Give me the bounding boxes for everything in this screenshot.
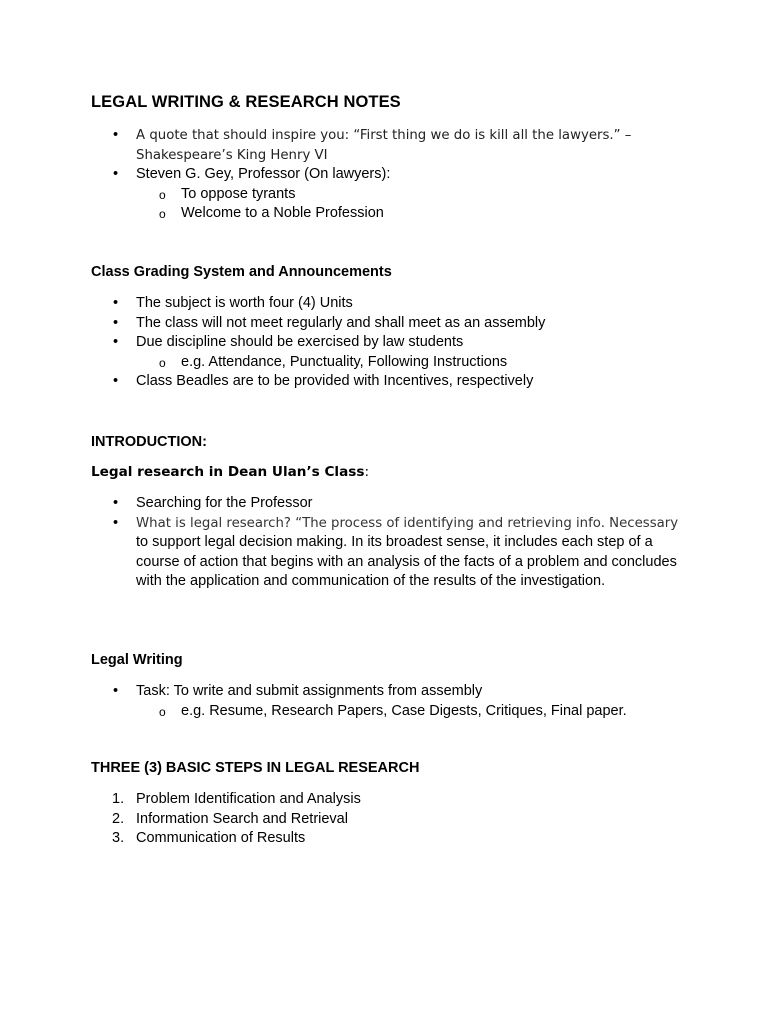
bullet-icon: • bbox=[113, 514, 119, 531]
introduction-list bbox=[0, 494, 681, 592]
list-item-text: The subject is worth four (4) Units bbox=[136, 295, 353, 311]
sub-list-item bbox=[0, 702, 681, 722]
sub-item-text: Welcome to a Noble Profession bbox=[181, 205, 384, 221]
sub-list-item bbox=[0, 204, 681, 224]
list-item-text: Searching for the Professor bbox=[136, 495, 313, 511]
document-title: LEGAL WRITING & RESEARCH NOTES bbox=[91, 93, 401, 111]
bullet-icon: • bbox=[113, 334, 119, 350]
item-number: 3. bbox=[112, 830, 125, 846]
section-heading-legal-writing: Legal Writing bbox=[91, 652, 183, 668]
list-item-text: Communication of Results bbox=[136, 830, 306, 846]
list-item-text: Class Beadles are to be provided with Incentives, respectively bbox=[136, 373, 534, 389]
list-item-text: Information Search and Retrieval bbox=[136, 810, 348, 827]
quote-text: A quote that should inspire you: “First thing we do is kill all the lawyers.” – Shakespeare’s King Henry VI bbox=[136, 128, 632, 163]
sub-item-text: e.g. Resume, Research Papers, Case Digests, Critiques, Final paper. bbox=[181, 702, 627, 719]
list-item bbox=[0, 372, 681, 392]
sub-item-text: e.g. Attendance, Punctuality, Following Instructions bbox=[181, 353, 508, 370]
sub-bullet-icon: o bbox=[159, 355, 166, 370]
list-item bbox=[0, 126, 681, 165]
list-item bbox=[0, 682, 681, 702]
legal-writing-list bbox=[0, 682, 681, 721]
list-item-text: The class will not meet regularly and shall meet as an assembly bbox=[136, 314, 546, 331]
section-heading-steps: THREE (3) BASIC STEPS IN LEGAL RESEARCH bbox=[91, 760, 420, 776]
list-item-text: Due discipline should be exercised by law students bbox=[136, 334, 464, 350]
bullet-icon: • bbox=[113, 166, 119, 182]
sub-bullet-icon: o bbox=[159, 207, 166, 221]
item-number: 2. bbox=[112, 810, 125, 827]
bullet-icon: • bbox=[113, 683, 119, 699]
subheading-legal-research: Legal research in Dean Ulan’s Class: bbox=[91, 464, 370, 480]
grading-list bbox=[0, 294, 681, 392]
list-item bbox=[0, 333, 681, 353]
sub-bullet-icon: o bbox=[159, 704, 166, 719]
bullet-icon: • bbox=[113, 314, 119, 331]
list-item bbox=[0, 514, 681, 592]
gey-text: Steven G. Gey, Professor (On lawyers): bbox=[136, 166, 391, 182]
list-item-text: Task: To write and submit assignments from assembly bbox=[136, 683, 483, 699]
bullet-icon: • bbox=[113, 295, 119, 311]
bullet-icon: • bbox=[113, 373, 119, 389]
section-heading-grading: Class Grading System and Announcements bbox=[91, 264, 392, 280]
list-item bbox=[0, 314, 681, 334]
list-item bbox=[0, 494, 681, 514]
numbered-item bbox=[0, 829, 681, 849]
numbered-item bbox=[0, 810, 681, 830]
definition-text-part2: to support legal decision making. In its broadest sense, it includes each step of a course of action that begins with an analysis of the facts of a problem and concludes with the application and communication of the results of the investigation. bbox=[136, 534, 677, 589]
sub-list-item bbox=[0, 185, 681, 205]
definition-text-part1: What is legal research? “The process of identifying and retrieving info. Necessary bbox=[136, 515, 679, 531]
intro-list bbox=[0, 126, 681, 224]
list-item bbox=[0, 294, 681, 314]
list-item bbox=[0, 165, 681, 185]
numbered-item bbox=[0, 790, 681, 810]
section-heading-introduction: INTRODUCTION: bbox=[91, 434, 207, 450]
sub-item-text: To oppose tyrants bbox=[181, 185, 296, 202]
bullet-icon: • bbox=[113, 495, 119, 511]
sub-list-item bbox=[0, 353, 681, 373]
bullet-icon: • bbox=[113, 127, 119, 143]
list-item-text: Problem Identification and Analysis bbox=[136, 791, 361, 807]
item-number: 1. bbox=[112, 791, 125, 807]
sub-bullet-icon: o bbox=[159, 187, 166, 202]
steps-list bbox=[0, 790, 681, 849]
